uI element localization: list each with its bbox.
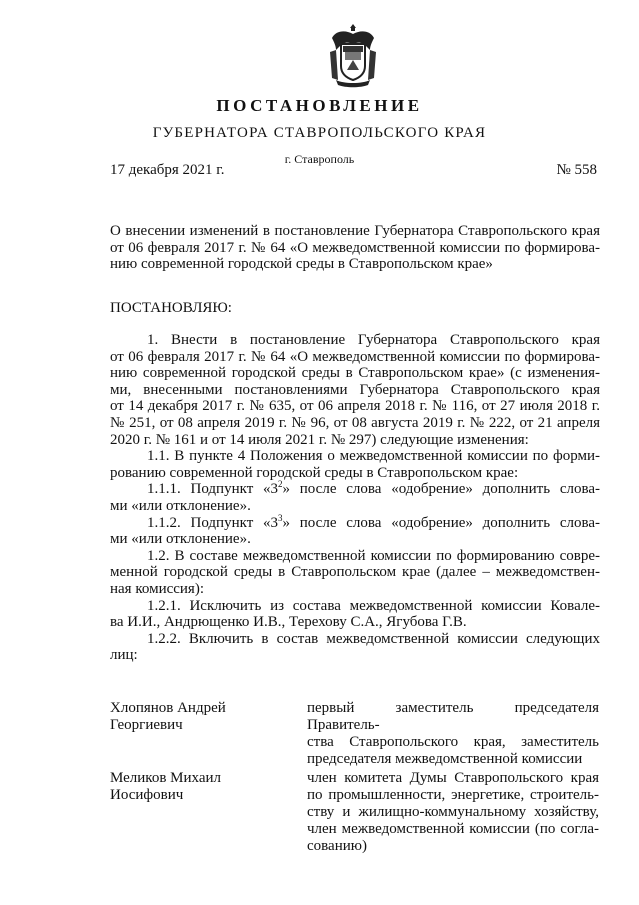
body-line: 1.2. В составе межведомственной комиссии по формированию совре-: [147, 547, 600, 564]
body-line: менной городской среды в Ставропольском крае (далее – межведомствен-: [110, 564, 600, 581]
document-subject: [110, 223, 600, 273]
body-line: лиц:: [110, 647, 138, 664]
document-body: [110, 332, 600, 664]
body-line: от 14 декабря 2017 г. № 635, от 06 апреля 2018 г. № 116, от 27 июля 2018 г.: [110, 398, 600, 415]
decree-word: ПОСТАНОВЛЯЮ:: [110, 300, 232, 316]
member-name: Хлопянов Андрей Георгиевич: [110, 700, 226, 733]
body-line: 1.1.2. Подпункт «$3^3$» после слова «одобрение» дополнить слова-: [147, 512, 600, 531]
body-line: ми «или отклонение».: [110, 531, 251, 548]
body-line: нию современной городской среды в Ставропольском крае» (с изменения-: [110, 365, 600, 382]
body-line: 1.2.2. Включить в состав межведомственной комиссии следующих: [147, 630, 600, 647]
member-position: первый заместитель председателя Правитель- ства Ставропольского края, заместитель председателя межведомственной комиссии: [307, 700, 599, 767]
body-line: ми, внесенными постановлениями Губернатора Ставропольского края: [110, 381, 600, 398]
body-line: № 251, от 08 апреля 2019 г. № 96, от 08 августа 2019 г. № 222, от 21 апреля: [110, 414, 600, 431]
subject-line: от 06 февраля 2017 г. № 64 «О межведомственной комиссии по формирова-: [110, 239, 600, 256]
body-line: ная комиссия):: [110, 580, 204, 597]
coat-of-arms-icon: [326, 22, 380, 88]
body-line: рованию современной городской среды в Ставропольском крае:: [110, 464, 519, 481]
body-line: ми «или отклонение».: [110, 497, 251, 514]
body-line: от 06 февраля 2017 г. № 64 «О межведомственной комиссии по формирова-: [110, 348, 600, 365]
document-date: 17 декабря 2021 г.: [110, 162, 225, 178]
document-title: ПОСТАНОВЛЕНИЕ: [216, 96, 423, 115]
member-name: Меликов Михаил Иосифович: [110, 770, 222, 803]
member-position: член комитета Думы Ставропольского края по промышленности, энергетике, строитель- ству и жилищно-коммунальному хозяйству, член межведомственной комиссии (по согла- сованию): [307, 770, 599, 854]
body-line: 1.1. В пункте 4 Положения о межведомственной комиссии по форми-: [147, 448, 600, 465]
body-line: 2020 г. № 161 и от 14 июля 2021 г. № 297) следующие изменения:: [110, 431, 529, 448]
body-line: 1. Внести в постановление Губернатора Ставропольского края: [147, 332, 600, 348]
document-city: г. Ставрополь: [284, 152, 355, 166]
subject-line: нию современной городской среды в Ставропольском крае»: [110, 256, 493, 273]
document-issuer: ГУБЕРНАТОРА СТАВРОПОЛЬСКОГО КРАЯ: [152, 125, 487, 141]
document-number: № 558: [556, 162, 597, 178]
body-line: ва И.И., Андрющенко И.В., Терехову С.А., Ягубова Г.В.: [110, 614, 467, 631]
subject-line: О внесении изменений в постановление Губернатора Ставропольского края: [110, 223, 600, 239]
body-line: 1.2.1. Исключить из состава межведомственной комиссии Ковале-: [147, 597, 600, 614]
body-line: 1.1.1. Подпункт «$3^2$» после слова «одобрение» дополнить слова-: [147, 479, 600, 498]
